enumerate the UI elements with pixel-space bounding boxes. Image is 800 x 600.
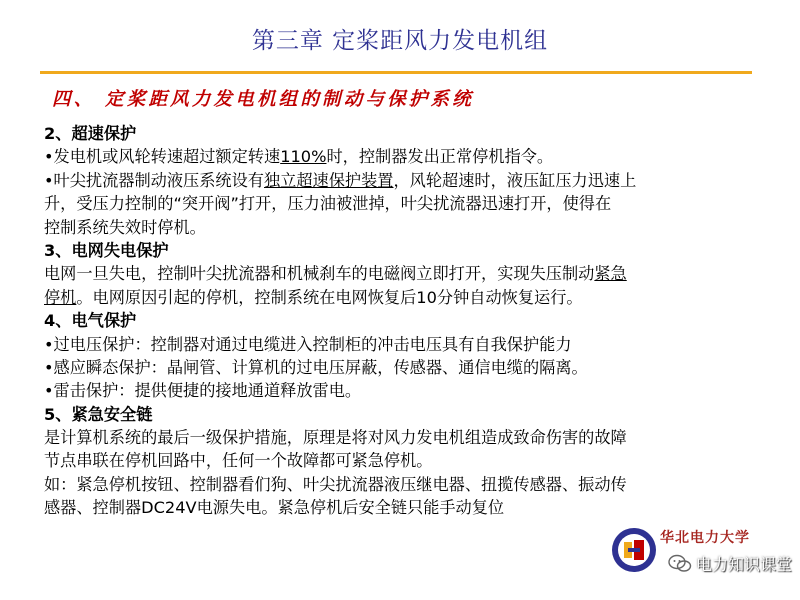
bullet-overspeed-stop [44, 145, 774, 168]
paragraph-line: 节点串联在停机回路中，任何一个故障都可紧急停机。 [44, 451, 433, 471]
paragraph-line: 感器、控制器DC24V电源失电。紧急停机后安全链只能手动复位 [44, 498, 505, 518]
heading-emergency-safety-chain: 5、紧急安全链 [44, 404, 153, 424]
text-span: •叶尖扰流器制动液压系统设有 [44, 170, 264, 190]
heading-grid-loss-protection: 3、电网失电保护 [44, 240, 169, 260]
paragraph-line [44, 262, 774, 285]
underlined-text: 110% [280, 147, 327, 167]
watermark [668, 552, 792, 575]
bullet-overvoltage: •过电压保护：控制器对通过电缆进入控制柜的冲击电压具有自我保护能力 [44, 334, 572, 354]
text-span: 电网一旦失电，控制叶尖扰流器和机械刹车的电磁阀立即打开，实现失压制动 [44, 264, 595, 284]
title-divider [40, 71, 752, 74]
underlined-text: 紧急 [594, 264, 627, 284]
bullet-hydraulic-overspeed [44, 169, 774, 192]
paragraph-line: 升，受压力控制的“突开阀”打开，压力油被泄掉，叶尖扰流器迅速打开，使得在 [44, 194, 612, 214]
text-span: ，风轮超速时，液压缸压力迅速上 [393, 170, 637, 190]
university-emblem-icon [610, 526, 658, 574]
wechat-icon [668, 554, 692, 574]
watermark-text: 电力知识课堂 [696, 555, 793, 574]
slide-body [44, 122, 774, 520]
university-name: 华北电力大学 [660, 530, 750, 546]
paragraph-line: 是计算机系统的最后一级保护措施，原理是将对风力发电机组造成致命伤害的故障 [44, 428, 627, 448]
paragraph-line: 控制系统失效时停机。 [44, 217, 206, 237]
heading-electrical-protection: 4、电气保护 [44, 311, 137, 331]
underlined-text: 独立超速保护装置 [264, 170, 394, 190]
bullet-lightning: •雷击保护：提供便捷的接地通道释放雷电。 [44, 381, 362, 401]
text-span: 时，控制器发出正常停机指令。 [326, 147, 554, 167]
section-heading: 四、 定桨距风力发电机组的制动与保护系统 [52, 89, 474, 110]
underlined-text: 停机 [44, 287, 77, 307]
paragraph-line: 如：紧急停机按钮、控制器看们狗、叶尖扰流器液压继电器、扭揽传感器、振动传 [44, 474, 627, 494]
bullet-transient: •感应瞬态保护：晶闸管、计算机的过电压屏蔽，传感器、通信电缆的隔离。 [44, 357, 588, 377]
heading-overspeed-protection: 2、超速保护 [44, 124, 137, 143]
slide-title: 第三章 定桨距风力发电机组 [251, 28, 549, 54]
paragraph-line [44, 286, 774, 309]
text-span: •发电机或风轮转速超过额定转速 [44, 147, 281, 167]
text-span: 。电网原因引起的停机，控制系统在电网恢复后10分钟自动恢复运行。 [76, 287, 583, 307]
